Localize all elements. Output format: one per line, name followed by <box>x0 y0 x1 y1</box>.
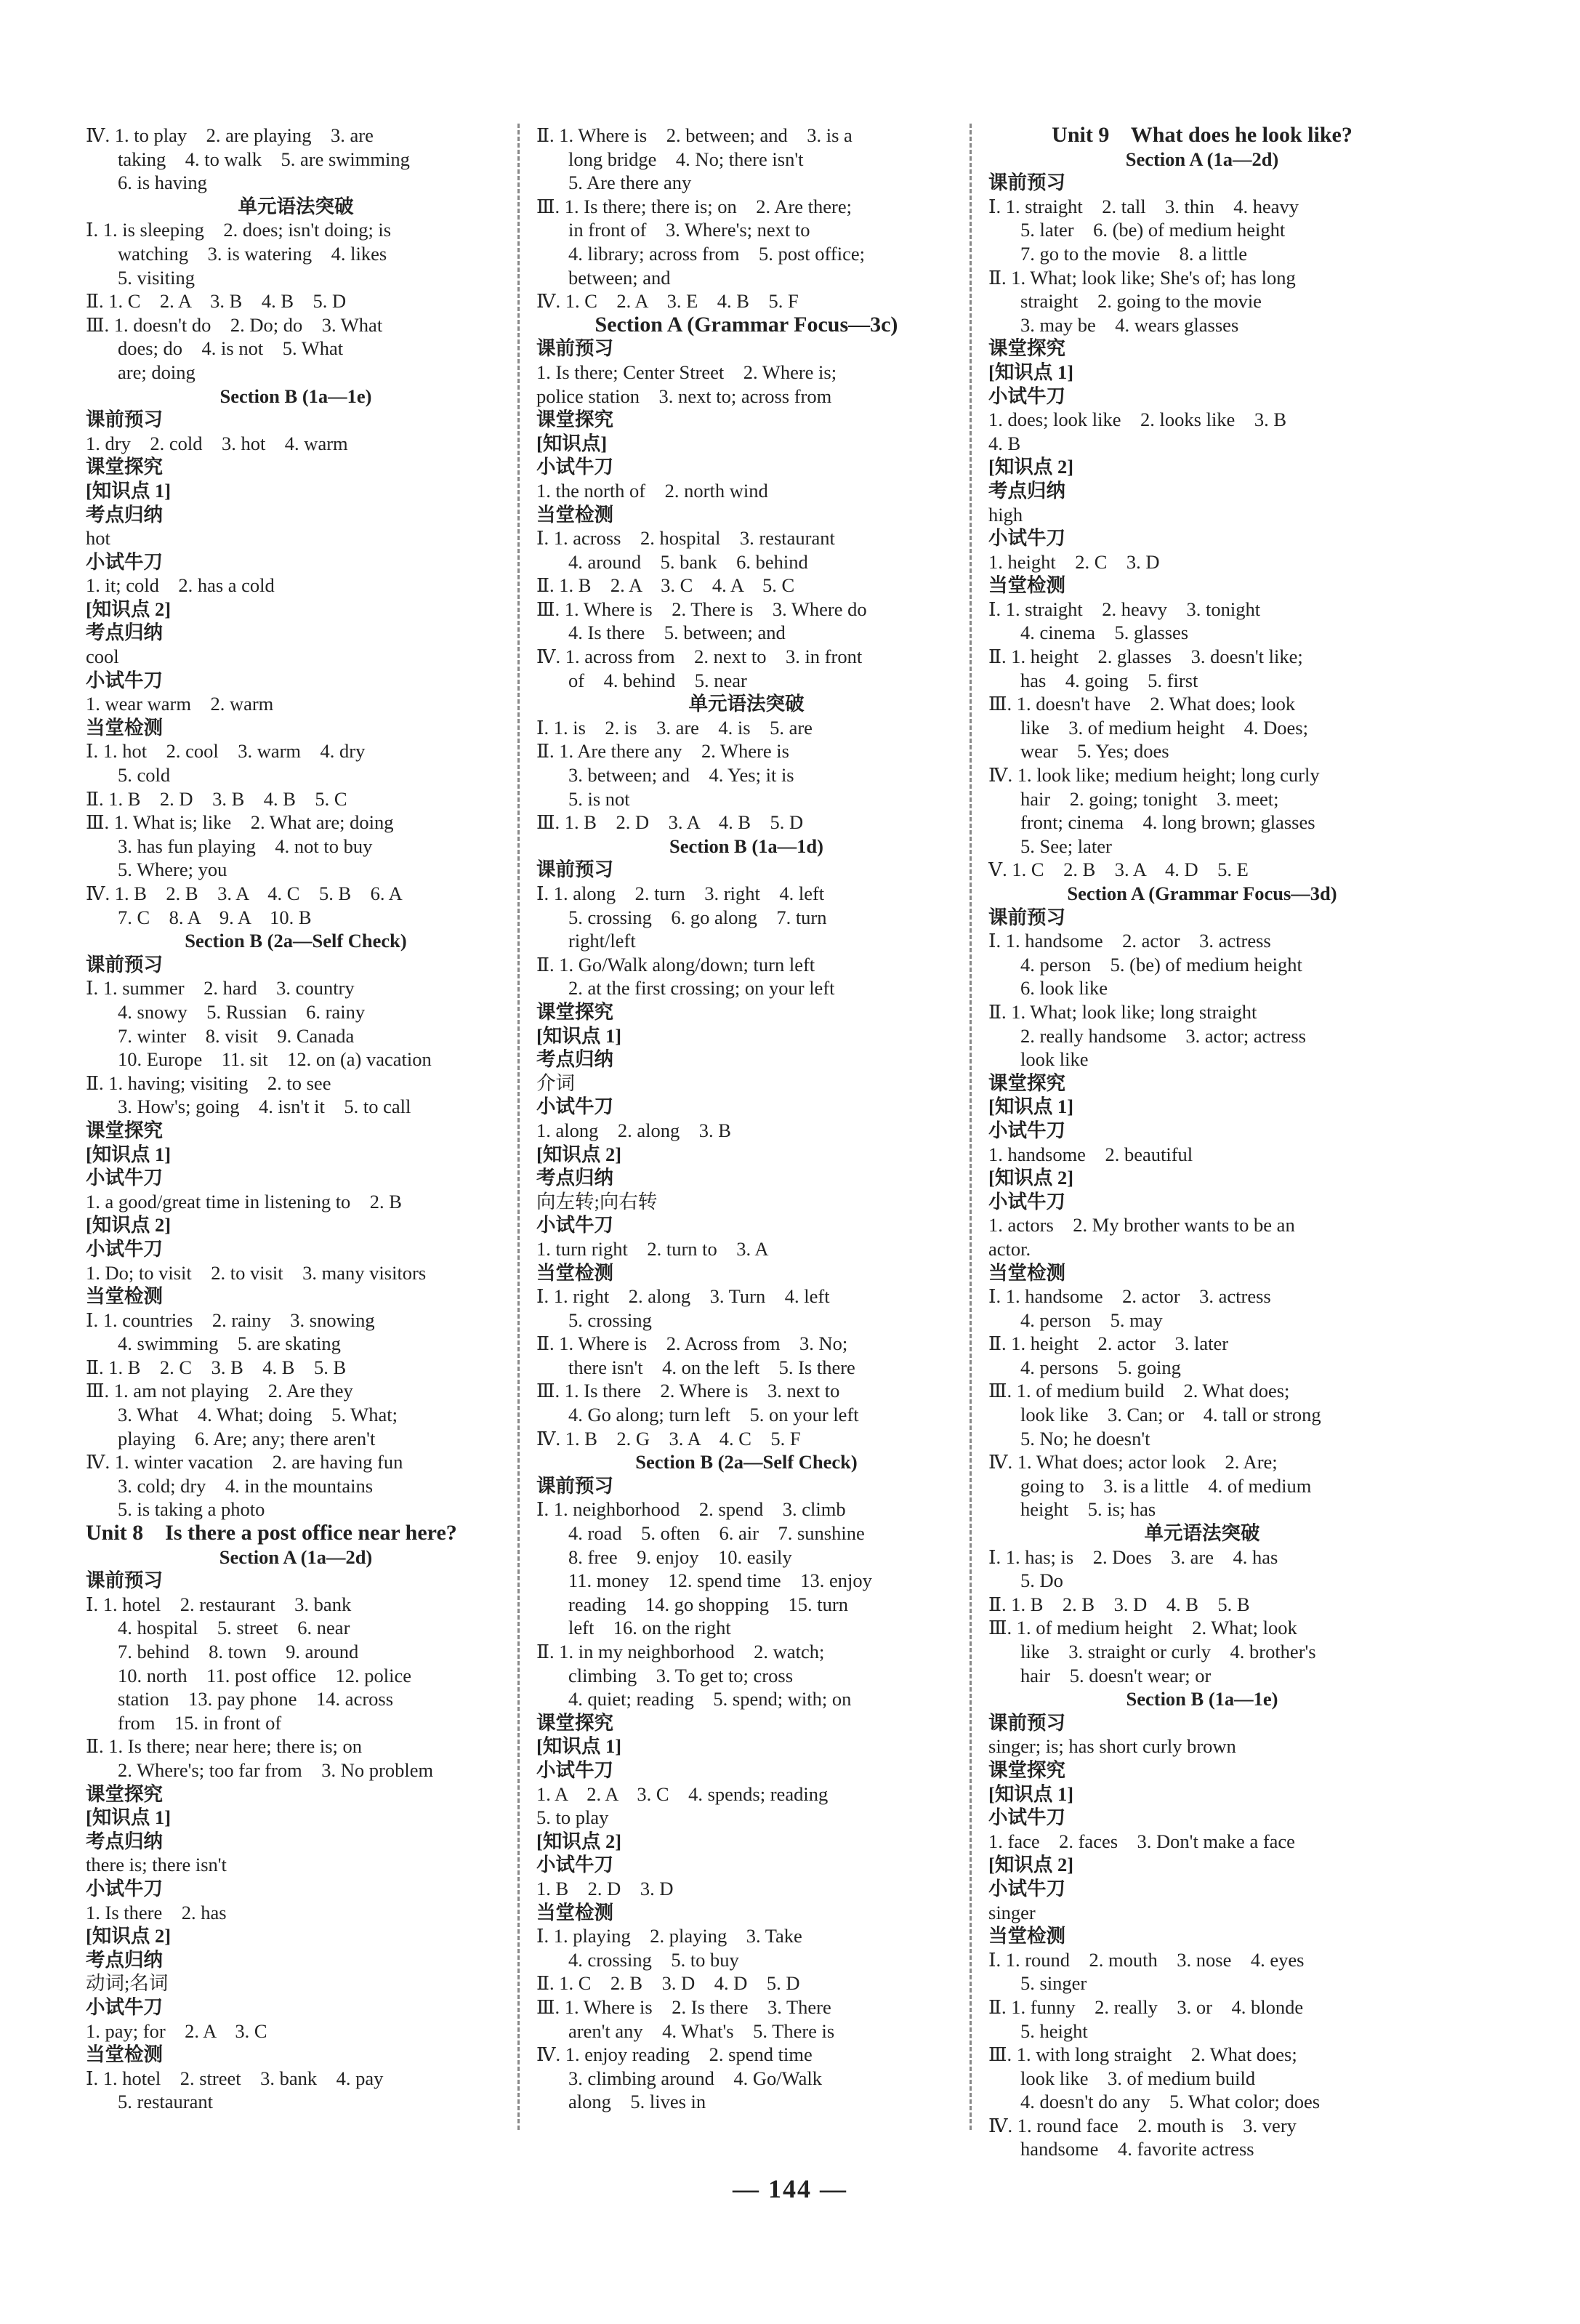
answer-line: Ⅰ. 1. hotel 2. restaurant 3. bank <box>86 1593 352 1615</box>
answer-line: Ⅰ. 1. hot 2. cool 3. warm 4. dry <box>86 740 366 763</box>
section-heading: 小试牛刀 <box>536 1854 613 1876</box>
answer-line: hair 2. going; tonight 3. meet; <box>1020 787 1279 810</box>
section-heading: 当堂检测 <box>988 1261 1065 1284</box>
section-heading: Unit 8 Is there a post office near here? <box>86 1521 457 1545</box>
section-heading: [知识点 2] <box>86 1214 172 1237</box>
section-heading: 课前预习 <box>536 859 613 881</box>
answer-line: Ⅲ. 1. am not playing 2. Are they <box>86 1380 353 1402</box>
answer-line: 6. look like <box>1020 977 1108 1000</box>
answer-line: 1. Is there; Center Street 2. Where is; <box>536 361 837 383</box>
section-heading: 小试牛刀 <box>86 669 163 691</box>
section-heading: 当堂检测 <box>86 716 163 739</box>
answer-line: straight 2. going to the movie <box>1020 290 1262 313</box>
section-heading: 考点归纳 <box>536 1167 613 1189</box>
answer-line: Ⅱ. 1. B 2. B 3. D 4. B 5. B <box>988 1593 1250 1615</box>
answer-line: going to 3. is a little 4. of medium <box>1020 1474 1312 1497</box>
section-heading: 小试牛刀 <box>536 1214 613 1237</box>
section-heading: 当堂检测 <box>988 574 1065 597</box>
section-heading: Section A (1a—2d) <box>1125 148 1279 170</box>
section-heading: Section B (1a—1d) <box>669 835 823 857</box>
answer-line: 5. singer <box>1020 1972 1087 1995</box>
answer-line: there is; there isn't <box>86 1854 227 1876</box>
answer-line: playing 6. Are; any; there aren't <box>118 1427 376 1450</box>
section-heading: [知识点 2] <box>988 1854 1074 1876</box>
answer-line: Ⅲ. 1. doesn't have 2. What does; look <box>988 693 1296 715</box>
section-heading: 小试牛刀 <box>536 1095 613 1118</box>
section-heading: 小试牛刀 <box>988 385 1065 407</box>
section-heading: [知识点 2] <box>988 1167 1074 1189</box>
answer-line: 1. Is there 2. has <box>86 1901 227 1923</box>
answer-column-3 <box>988 124 1416 2161</box>
section-heading: 小试牛刀 <box>988 1119 1065 1141</box>
answer-line: Ⅱ. 1. having; visiting 2. to see <box>86 1071 331 1094</box>
answer-line: Ⅱ. 1. C 2. B 3. D 4. D 5. D <box>536 1972 800 1995</box>
answer-line: 3. cold; dry 4. in the mountains <box>118 1474 374 1497</box>
answer-line: 介词 <box>536 1071 575 1094</box>
answer-line: has 4. going 5. first <box>1020 669 1198 691</box>
answer-line: Ⅱ. 1. Is there; near here; there is; on <box>86 1735 363 1758</box>
answer-line: hot <box>86 527 110 550</box>
answer-line: long bridge 4. No; there isn't <box>568 148 804 170</box>
answer-line: Ⅲ. 1. Is there; there is; on 2. Are there; <box>536 195 852 217</box>
section-heading: Section B (2a—Self Check) <box>635 1451 858 1473</box>
answer-line: Ⅰ. 1. has; is 2. Does 3. are 4. has <box>988 1545 1278 1568</box>
answer-line: singer; is; has short curly brown <box>988 1735 1236 1758</box>
section-heading: [知识点 1] <box>86 479 172 502</box>
answer-line: Ⅰ. 1. hotel 2. street 3. bank 4. pay <box>86 2067 384 2089</box>
section-heading: 当堂检测 <box>86 1285 163 1308</box>
answer-line: Ⅰ. 1. along 2. turn 3. right 4. left <box>536 882 825 904</box>
answer-line: 5. later 6. (be) of medium height <box>1020 219 1286 241</box>
answer-line: 5. crossing <box>568 1308 652 1331</box>
answer-line: 3. How's; going 4. isn't it 5. to call <box>118 1095 411 1118</box>
answer-line: there isn't 4. on the left 5. Is there <box>568 1356 855 1378</box>
answer-line: 动词;名词 <box>86 1972 169 1995</box>
answer-line: handsome 4. favorite actress <box>1020 2138 1254 2160</box>
answer-line: left 16. on the right <box>568 1617 731 1639</box>
answer-line: 6. is having <box>118 172 207 194</box>
answer-line: 1. it; cold 2. has a cold <box>86 574 275 597</box>
answer-line: Ⅰ. 1. round 2. mouth 3. nose 4. eyes <box>988 1948 1305 1971</box>
answer-line: Ⅱ. 1. B 2. D 3. B 4. B 5. C <box>86 787 347 810</box>
section-heading: 课堂探究 <box>988 337 1065 360</box>
answer-line: 1. wear warm 2. warm <box>86 693 274 715</box>
answer-line: Ⅰ. 1. is 2. is 3. are 4. is 5. are <box>536 716 813 739</box>
answer-line: 3. has fun playing 4. not to buy <box>118 835 373 857</box>
answer-line: 7. behind 8. town 9. around <box>118 1641 359 1662</box>
answer-line: 4. around 5. bank 6. behind <box>568 550 808 573</box>
section-heading: [知识点 1] <box>988 361 1074 383</box>
answer-line: Ⅰ. 1. across 2. hospital 3. restaurant <box>536 527 835 550</box>
answer-line: 4. hospital 5. street 6. near <box>118 1617 350 1639</box>
answer-line: cool <box>86 646 119 668</box>
answer-line: 5. Where; you <box>118 859 227 881</box>
section-heading: 小试牛刀 <box>988 1877 1065 1899</box>
section-heading: Section A (Grammar Focus—3c) <box>594 313 898 337</box>
section-heading: 考点归纳 <box>86 503 163 526</box>
answer-line: wear 5. Yes; does <box>1020 740 1169 763</box>
section-heading: [知识点 2] <box>536 1830 622 1852</box>
answer-line: Ⅰ. 1. handsome 2. actor 3. actress <box>988 1285 1271 1308</box>
answer-line: 1. B 2. D 3. D <box>536 1877 674 1899</box>
answer-line: Ⅰ. 1. straight 2. heavy 3. tonight <box>988 598 1261 620</box>
section-heading: 课前预习 <box>988 1711 1065 1734</box>
answer-line: Ⅳ. 1. winter vacation 2. are having fun <box>86 1451 403 1473</box>
section-heading: 考点归纳 <box>86 622 163 644</box>
answer-line: Ⅲ. 1. B 2. D 3. A 4. B 5. D <box>536 811 804 834</box>
answer-line: 1. along 2. along 3. B <box>536 1119 731 1141</box>
section-heading: 小试牛刀 <box>988 1806 1065 1829</box>
answer-line: 7. go to the movie 8. a little <box>1020 242 1248 265</box>
answer-line: station 13. pay phone 14. across <box>118 1688 394 1710</box>
answer-line: front; cinema 4. long brown; glasses <box>1020 811 1315 834</box>
answer-line: 2. really handsome 3. actor; actress <box>1020 1024 1306 1047</box>
answer-line: Ⅰ. 1. neighborhood 2. spend 3. climb <box>536 1498 846 1521</box>
section-heading: 小试牛刀 <box>536 1758 613 1781</box>
section-heading: 课前预习 <box>988 172 1065 194</box>
answer-line: 1. pay; for 2. A 3. C <box>86 2019 267 2042</box>
answer-line: 4. Is there 5. between; and <box>568 622 786 644</box>
answer-line: Ⅱ. 1. C 2. A 3. B 4. B 5. D <box>86 290 347 313</box>
answer-line: height 5. is; has <box>1020 1498 1156 1521</box>
answer-line: 5. is taking a photo <box>118 1498 265 1521</box>
answer-line: 5. visiting <box>118 266 196 289</box>
answer-line: 1. handsome 2. beautiful <box>988 1143 1193 1165</box>
answer-line: 1. turn right 2. turn to 3. A <box>536 1237 769 1260</box>
answer-line: Ⅰ. 1. playing 2. playing 3. Take <box>536 1925 802 1947</box>
answer-line: Ⅰ. 1. right 2. along 3. Turn 4. left <box>536 1285 830 1308</box>
answer-line: 4. B <box>988 432 1021 454</box>
answer-line: Ⅱ. 1. Where is 2. Across from 3. No; <box>536 1332 848 1355</box>
answer-line: 2. at the first crossing; on your left <box>568 977 835 1000</box>
section-heading: [知识点 1] <box>86 1806 172 1829</box>
answer-line: Ⅳ. 1. look like; medium height; long curly <box>988 764 1320 787</box>
answer-line: 3. climbing around 4. Go/Walk <box>568 2067 822 2089</box>
answer-line: 8. free 9. enjoy 10. easily <box>568 1545 792 1568</box>
answer-line: 4. swimming 5. are skating <box>118 1332 341 1355</box>
section-heading: 当堂检测 <box>536 1901 613 1923</box>
section-heading: 课前预习 <box>536 337 613 360</box>
section-heading: 单元语法突破 <box>1144 1522 1260 1545</box>
answer-line: Ⅳ. 1. across from 2. next to 3. in front <box>536 646 863 668</box>
section-heading: Section B (1a—1e) <box>1126 1688 1278 1710</box>
answer-line: right/left <box>568 930 636 952</box>
answer-line: Ⅰ. 1. straight 2. tall 3. thin 4. heavy <box>988 195 1299 217</box>
answer-line: 5. cold <box>118 764 171 787</box>
answer-line: 1. height 2. C 3. D <box>988 550 1160 573</box>
section-heading: 课堂探究 <box>536 1711 613 1734</box>
answer-line: 5. to play <box>536 1806 609 1829</box>
section-heading: 当堂检测 <box>536 1261 613 1284</box>
answer-line: Ⅱ. 1. Go/Walk along/down; turn left <box>536 953 815 976</box>
answer-line: Ⅳ. 1. C 2. A 3. E 4. B 5. F <box>536 290 799 313</box>
section-heading: 考点归纳 <box>988 479 1065 502</box>
answer-line: look like 3. of medium build <box>1020 2067 1256 2089</box>
answer-line: 4. road 5. often 6. air 7. sunshine <box>568 1522 865 1545</box>
answer-line: does; do 4. is not 5. What <box>118 337 344 360</box>
answer-line: of 4. behind 5. near <box>568 669 747 691</box>
column-divider-left <box>517 124 520 2130</box>
answer-line: aren't any 4. What's 5. There is <box>568 2019 835 2042</box>
answer-line: 1. Do; to visit 2. to visit 3. many visitors <box>86 1261 427 1284</box>
section-heading: [知识点] <box>536 432 608 454</box>
answer-line: police station 3. next to; across from <box>536 385 832 407</box>
answer-line: from 15. in front of <box>118 1711 282 1734</box>
answer-column-2 <box>536 124 956 2114</box>
section-heading: 课堂探究 <box>86 1119 163 1141</box>
answer-line: singer <box>988 1901 1036 1923</box>
answer-line: between; and <box>568 266 671 289</box>
section-heading: 课堂探究 <box>988 1071 1065 1094</box>
section-heading: 课堂探究 <box>536 409 613 431</box>
answer-line: 1. the north of 2. north wind <box>536 479 768 502</box>
answer-line: 4. Go along; turn left 5. on your left <box>568 1404 859 1426</box>
answer-line: taking 4. to walk 5. are swimming <box>118 148 410 170</box>
answer-line: 4. crossing 5. to buy <box>568 1948 739 1971</box>
section-heading: Section B (2a—Self Check) <box>185 930 407 952</box>
section-heading: 当堂检测 <box>536 503 613 526</box>
answer-line: Ⅱ. 1. Are there any 2. Where is <box>536 740 789 763</box>
answer-line: 7. C 8. A 9. A 10. B <box>118 906 312 928</box>
section-heading: Unit 9 What does he look like? <box>1052 124 1353 147</box>
section-heading: 小试牛刀 <box>86 1237 163 1260</box>
section-heading: 小试牛刀 <box>86 1167 163 1189</box>
section-heading: 小试牛刀 <box>86 550 163 573</box>
section-heading: 小试牛刀 <box>536 456 613 478</box>
answer-line: 10. north 11. post office 12. police <box>118 1664 412 1686</box>
section-heading: [知识点 1] <box>536 1024 622 1047</box>
answer-line: 5. crossing 6. go along 7. turn <box>568 906 827 928</box>
answer-line: 向左转;向右转 <box>536 1190 658 1213</box>
answer-line: high <box>988 503 1023 526</box>
answer-line: Ⅲ. 1. Where is 2. Is there 3. There <box>536 1995 831 2018</box>
section-heading: 小试牛刀 <box>988 1190 1065 1213</box>
answer-line: look like <box>1020 1048 1089 1071</box>
answer-line: 7. winter 8. visit 9. Canada <box>118 1024 355 1047</box>
section-heading: 课堂探究 <box>536 1000 613 1023</box>
section-heading: 考点归纳 <box>86 1830 163 1852</box>
answer-line: Ⅲ. 1. doesn't do 2. Do; do 3. What <box>86 313 383 336</box>
answer-line: Ⅳ. 1. round face 2. mouth is 3. very <box>988 2114 1297 2136</box>
column-divider-right <box>970 124 972 2130</box>
answer-line: like 3. of medium height 4. Does; <box>1020 716 1308 739</box>
answer-line: 5. Are there any <box>568 172 692 194</box>
section-heading: 课前预习 <box>86 953 163 976</box>
answer-line: 5. restaurant <box>118 2091 213 2113</box>
answer-line: Ⅱ. 1. funny 2. really 3. or 4. blonde <box>988 1995 1304 2018</box>
section-heading: 课堂探究 <box>86 456 163 478</box>
section-heading: 当堂检测 <box>86 2043 163 2066</box>
section-heading: [知识点 1] <box>536 1735 622 1758</box>
section-heading: 小试牛刀 <box>988 527 1065 550</box>
answer-line: Ⅱ. 1. Where is 2. between; and 3. is a <box>536 124 853 146</box>
section-heading: [知识点 2] <box>536 1143 622 1165</box>
section-heading: [知识点 2] <box>86 598 172 620</box>
section-heading: [知识点 1] <box>988 1782 1074 1805</box>
answer-line: 4. persons 5. going <box>1020 1356 1181 1378</box>
answer-line: actor. <box>988 1237 1031 1260</box>
section-heading: Section A (Grammar Focus—3d) <box>1067 882 1337 904</box>
answer-line: 11. money 12. spend time 13. enjoy <box>568 1569 872 1592</box>
answer-line: Ⅱ. 1. What; look like; She's of; has long <box>988 266 1296 289</box>
answer-line: 4. person 5. (be) of medium height <box>1020 953 1302 976</box>
answer-line: 5. Do <box>1020 1569 1063 1592</box>
answer-line: are; doing <box>118 361 196 383</box>
answer-line: 5. No; he doesn't <box>1020 1427 1150 1450</box>
answer-line: reading 14. go shopping 15. turn <box>568 1593 848 1615</box>
answer-line: Ⅰ. 1. handsome 2. actor 3. actress <box>988 930 1271 952</box>
section-heading: 课前预习 <box>86 1569 163 1592</box>
section-heading: 小试牛刀 <box>86 1995 163 2018</box>
answer-line: 10. Europe 11. sit 12. on (a) vacation <box>118 1048 432 1071</box>
answer-line: Ⅱ. 1. B 2. C 3. B 4. B 5. B <box>86 1356 347 1378</box>
answer-line: 1. face 2. faces 3. Don't make a face <box>988 1830 1295 1852</box>
page-number: — 144 — <box>733 2174 847 2203</box>
section-heading: 课前预习 <box>86 409 163 431</box>
answer-line: climbing 3. To get to; cross <box>568 1664 794 1686</box>
answer-line: 1. A 2. A 3. C 4. spends; reading <box>536 1782 829 1805</box>
answer-line: Ⅱ. 1. height 2. actor 3. later <box>988 1332 1229 1355</box>
answer-line: watching 3. is watering 4. likes <box>118 242 387 265</box>
answer-line: Ⅲ. 1. of medium height 2. What; look <box>988 1617 1297 1639</box>
answer-line: Ⅳ. 1. B 2. B 3. A 4. C 5. B 6. A <box>86 882 403 904</box>
section-heading: Section A (1a—2d) <box>219 1545 373 1568</box>
section-heading: 考点归纳 <box>86 1948 163 1971</box>
answer-line: Ⅲ. 1. with long straight 2. What does; <box>988 2043 1297 2066</box>
section-heading: Section B (1a—1e) <box>219 385 372 407</box>
section-heading: [知识点 2] <box>988 456 1074 478</box>
answer-line: 2. Where's; too far from 3. No problem <box>118 1758 434 1781</box>
section-heading: 课堂探究 <box>86 1782 163 1805</box>
section-heading: 单元语法突破 <box>688 693 805 715</box>
section-heading: [知识点 1] <box>86 1143 172 1165</box>
answer-line: 1. dry 2. cold 3. hot 4. warm <box>86 432 348 454</box>
answer-line: 4. cinema 5. glasses <box>1020 622 1189 644</box>
answer-line: Ⅲ. 1. Is there 2. Where is 3. next to <box>536 1380 840 1402</box>
answer-line: 3. What 4. What; doing 5. What; <box>118 1404 398 1426</box>
answer-line: Ⅳ. 1. enjoy reading 2. spend time <box>536 2043 813 2066</box>
answer-line: 1. does; look like 2. looks like 3. B <box>988 409 1286 431</box>
section-heading: 当堂检测 <box>988 1925 1065 1947</box>
section-heading: [知识点 1] <box>988 1095 1074 1118</box>
answer-line: 4. snowy 5. Russian 6. rainy <box>118 1000 366 1023</box>
section-heading: 课前预习 <box>536 1474 613 1497</box>
answer-line: 1. actors 2. My brother wants to be an <box>988 1214 1295 1237</box>
answer-line: 1. a good/great time in listening to 2. B <box>86 1190 402 1213</box>
section-heading: 单元语法突破 <box>238 195 354 217</box>
answer-line: 4. library; across from 5. post office; <box>568 242 865 265</box>
answer-line: hair 5. doesn't wear; or <box>1020 1664 1212 1686</box>
answer-line: Ⅱ. 1. height 2. glasses 3. doesn't like; <box>988 646 1303 668</box>
answer-line: Ⅳ. 1. to play 2. are playing 3. are <box>86 124 374 146</box>
answer-line: Ⅳ. 1. What does; actor look 2. Are; <box>988 1451 1278 1473</box>
answer-line: Ⅰ. 1. countries 2. rainy 3. snowing <box>86 1308 375 1331</box>
answer-line: Ⅱ. 1. B 2. A 3. C 4. A 5. C <box>536 574 795 597</box>
answer-column-1 <box>86 124 506 2114</box>
section-heading: 小试牛刀 <box>86 1877 163 1899</box>
answer-line: in front of 3. Where's; next to <box>568 219 810 241</box>
answer-line: Ⅲ. 1. of medium build 2. What does; <box>988 1380 1290 1402</box>
answer-line: 4. quiet; reading 5. spend; with; on <box>568 1688 852 1710</box>
answer-line: 3. may be 4. wears glasses <box>1020 313 1239 336</box>
answer-line: 5. See; later <box>1020 835 1112 857</box>
answer-line: along 5. lives in <box>568 2091 706 2113</box>
answer-line: like 3. straight or curly 4. brother's <box>1020 1641 1316 1662</box>
answer-line: Ⅰ. 1. is sleeping 2. does; isn't doing; is <box>86 219 392 241</box>
answer-line: 5. height <box>1020 2019 1088 2042</box>
section-heading: [知识点 2] <box>86 1925 172 1947</box>
answer-line: 3. between; and 4. Yes; it is <box>568 764 794 787</box>
answer-line: Ⅲ. 1. Where is 2. There is 3. Where do <box>536 598 867 620</box>
section-heading: 课堂探究 <box>988 1758 1065 1781</box>
answer-line: Ⅳ. 1. B 2. G 3. A 4. C 5. F <box>536 1427 801 1450</box>
section-heading: 课前预习 <box>988 906 1065 928</box>
answer-line: Ⅱ. 1. What; look like; long straight <box>988 1000 1257 1023</box>
answer-line: Ⅴ. 1. C 2. B 3. A 4. D 5. E <box>988 859 1249 881</box>
answer-line: Ⅲ. 1. What is; like 2. What are; doing <box>86 811 394 834</box>
answer-line: 4. doesn't do any 5. What color; does <box>1020 2091 1321 2113</box>
answer-line: 4. person 5. may <box>1020 1308 1163 1331</box>
answer-line: 5. is not <box>568 787 630 810</box>
answer-line: look like 3. Can; or 4. tall or strong <box>1020 1404 1321 1426</box>
answer-line: Ⅰ. 1. summer 2. hard 3. country <box>86 977 355 1000</box>
answer-line: Ⅱ. 1. in my neighborhood 2. watch; <box>536 1641 825 1662</box>
section-heading: 考点归纳 <box>536 1048 613 1071</box>
